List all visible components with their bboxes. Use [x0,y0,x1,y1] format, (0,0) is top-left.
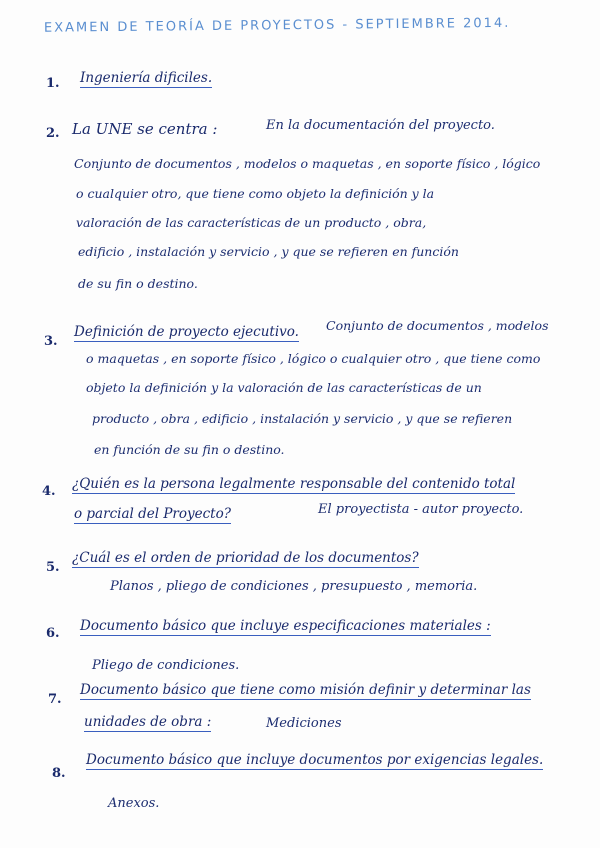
q5-question: ¿Cuál es el orden de prioridad de los documentos? [72,550,419,566]
q4-question-line-2: o parcial del Proyecto? [74,506,231,522]
q1-text: Ingeniería dificiles. [80,70,213,86]
q7-number: 7. [48,692,62,707]
q7-question-line-2: unidades de obra : [84,714,212,730]
q2-answer-line-1: Conjunto de documentos , modelos o maquetas , en soporte físico , lógico [74,156,541,171]
q6-number: 6. [46,626,60,641]
q5-answer: Planos , pliego de condiciones , presupuesto , memoria. [110,579,478,594]
q3-number: 3. [44,334,58,349]
q2-answer-line-3: valoración de las características de un producto , obra, [76,215,427,230]
q3-answer-line-2: o maquetas , en soporte físico , lógico o cualquier otro , que tiene como [86,351,541,366]
q3-answer-line-4: producto , obra , edificio , instalación y servicio , y que se refieren [92,411,513,426]
q3-question: Definición de proyecto ejecutivo. [74,324,299,340]
q3-answer-line-5: en función de su fin o destino. [94,442,285,457]
q7-answer: Mediciones [266,716,342,731]
q2-number: 2. [46,126,60,141]
q5-number: 5. [46,560,60,575]
q6-answer: Pliego de condiciones. [92,658,240,673]
q4-question-line-1: ¿Quién es la persona legalmente responsable del contenido total [72,476,516,492]
q8-answer: Anexos. [108,796,160,811]
q1-number: 1. [46,76,60,91]
q2-answer-line-5: de su fin o destino. [78,276,198,291]
q2-answer-line-4: edificio , instalación y servicio , y que se refieren en función [78,244,459,259]
q2-answer-line-2: o cualquier otro, que tiene como objeto la definición y la [76,186,435,201]
q2-question: La UNE se centra : [72,120,218,138]
q8-number: 8. [52,766,66,781]
q3-answer-line-1: Conjunto de documentos , modelos [326,318,549,333]
q4-answer: El proyectista - autor proyecto. [318,502,524,517]
q2-answer-head: En la documentación del proyecto. [266,118,495,133]
q7-question-line-1: Documento básico que tiene como misión definir y determinar las [80,682,531,698]
exam-title: EXAMEN DE TEORÍA DE PROYECTOS - SEPTIEMBRE 2014. [43,15,511,36]
q4-number: 4. [42,484,56,499]
q6-question: Documento básico que incluye especificaciones materiales : [80,618,491,634]
q3-answer-line-3: objeto la definición y la valoración de las características de un [86,380,482,395]
q8-question: Documento básico que incluye documentos por exigencias legales. [86,752,544,768]
